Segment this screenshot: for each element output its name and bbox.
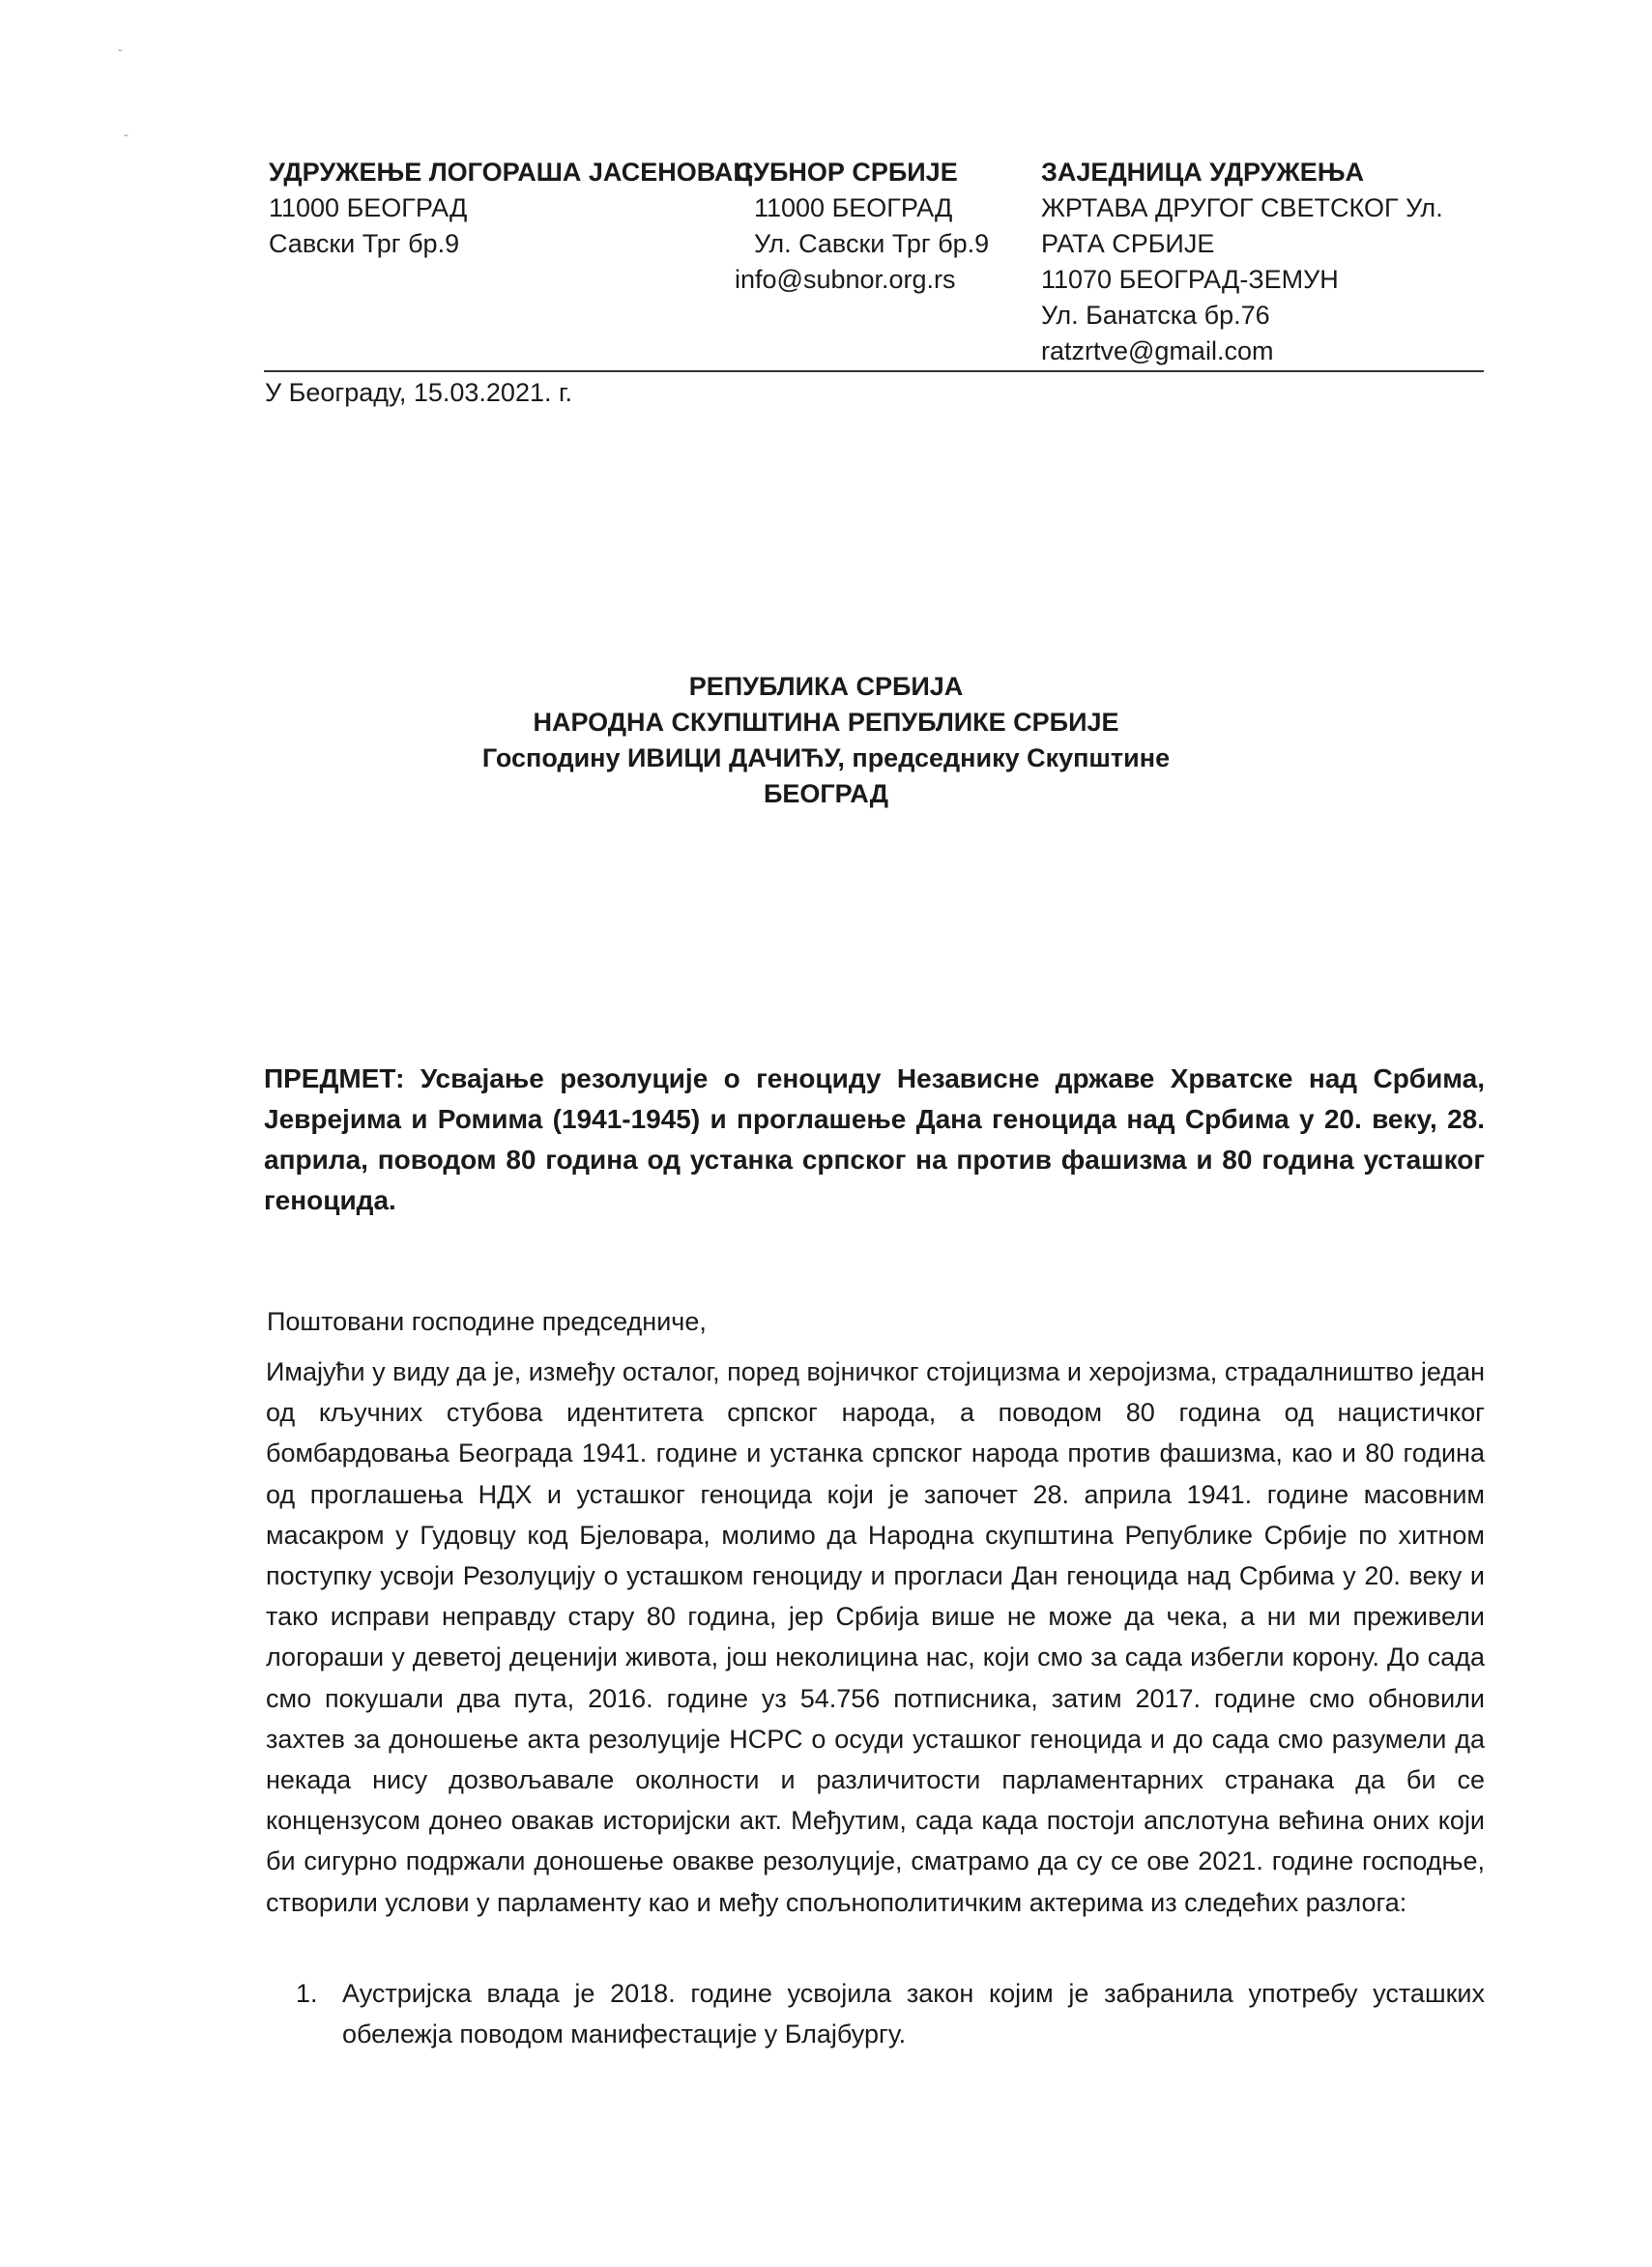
recipient-block xyxy=(0,669,1652,812)
reasons-list xyxy=(296,1973,1485,2054)
letterhead-org-1 xyxy=(269,155,752,262)
letterhead-org-2 xyxy=(735,155,989,298)
org-email: info@subnor.org.rs xyxy=(735,265,956,294)
scan-speck: ˇ xyxy=(124,131,129,147)
salutation: Поштовани господине председниче, xyxy=(267,1307,707,1336)
list-item-text: Аустријска влада је 2018. године усвојила закон којим је забранила употребу усташких обележја поводом манифестације у Блајбургу. xyxy=(342,1979,1485,2049)
letterhead-org-3 xyxy=(1041,155,1443,369)
org-email: ratzrtve@gmail.com xyxy=(1041,336,1274,365)
org-address-line: 11000 БЕОГРАД xyxy=(754,193,953,222)
org-address-line: Ул. Савски Трг бр.9 xyxy=(754,229,990,258)
org-name: СУБНОР СРБИЈЕ xyxy=(735,158,958,187)
org-address-line: 11000 БЕОГРАД xyxy=(269,193,468,222)
org-name: ЗАЈЕДНИЦА УДРУЖЕЊА xyxy=(1041,158,1365,187)
recipient-line: Господину ИВИЦИ ДАЧИЋУ, председнику Скупштине xyxy=(481,743,1171,772)
org-address-line: РАТА СРБИЈЕ xyxy=(1041,229,1215,258)
recipient-line: НАРОДНА СКУПШТИНА РЕПУБЛИКЕ СРБИЈЕ xyxy=(533,708,1119,737)
subject-paragraph: ПРЕДМЕТ: Усвајање резолуције о геноциду Независне државе Хрватске над Србима, Јеврејима и Ромима (1941-1945) и проглашење Дана геноцида над Србима у 20. веку, 28. априла, поводом 80 година од устанка српског на против фашизма и 80 година усташког геноцида. xyxy=(264,1063,1485,1215)
org-address-line: Ул. Банатска бр.76 xyxy=(1041,301,1270,330)
header-divider xyxy=(264,370,1484,372)
recipient-line: РЕПУБЛИКА СРБИЈА xyxy=(688,672,964,701)
org-address-line: ЖРТАВА ДРУГОГ СВЕТСКОГ Ул. xyxy=(1041,193,1443,222)
body-paragraph: Имајући у виду да је, између осталог, поред војничког стојицизма и херојизма, страдалништво један од кључних стубова идентитета српског народа, а поводом 80 година од нацистичког бомбардовања Београда 1941. године и устанка српског народа против фашизма, као и 80 година од проглашења НДХ и усташког геноцида који је започет 28. априла 1941. године масовним масакром у Гудовцу код Бјеловара, молимо да Народна скупштина Републике Србије по хитном поступку усвоји Резолуцију о усташком геноциду и прогласи Дан геноцида над Србима у 20. веку и тако исправи неправду стару 80 година, јер Србија више не може да чека, а ни ми преживели логораши у деветој деценији живота, још неколицина нас, који смо за сада избегли корону. До сада смо покушали два пута, 2016. године уз 54.756 потписника, затим 2017. године смо обновили захтев за доношење акта резолуције НСРС о осуди усташког геноцида и до сада смо разумели да некада нису дозвољавале околности и различитости парламентарних странака да би се концензусом донео овакав историјски акт. Међутим, сада када постоји апслотуна већина оних који би сигурно подржали доношење овакве резолуције, сматрамо да су се ове 2021. године господње, створили услови у парламенту као и међу спољнополитичким актерима из следећих разлога: xyxy=(266,1357,1485,1917)
org-address-line: Савски Трг бр.9 xyxy=(269,229,460,258)
scan-speck: ˇ xyxy=(118,46,123,62)
list-item xyxy=(296,1973,1485,2054)
list-item-number: 1. xyxy=(296,1979,318,2008)
org-address-line: 11070 БЕОГРАД-ЗЕМУН xyxy=(1041,265,1339,294)
org-name: УДРУЖЕЊЕ ЛОГОРАША ЈАСЕНОВАЦ xyxy=(269,158,753,187)
dateline: У Београду, 15.03.2021. г. xyxy=(265,378,573,407)
recipient-line: БЕОГРАД xyxy=(763,779,889,808)
